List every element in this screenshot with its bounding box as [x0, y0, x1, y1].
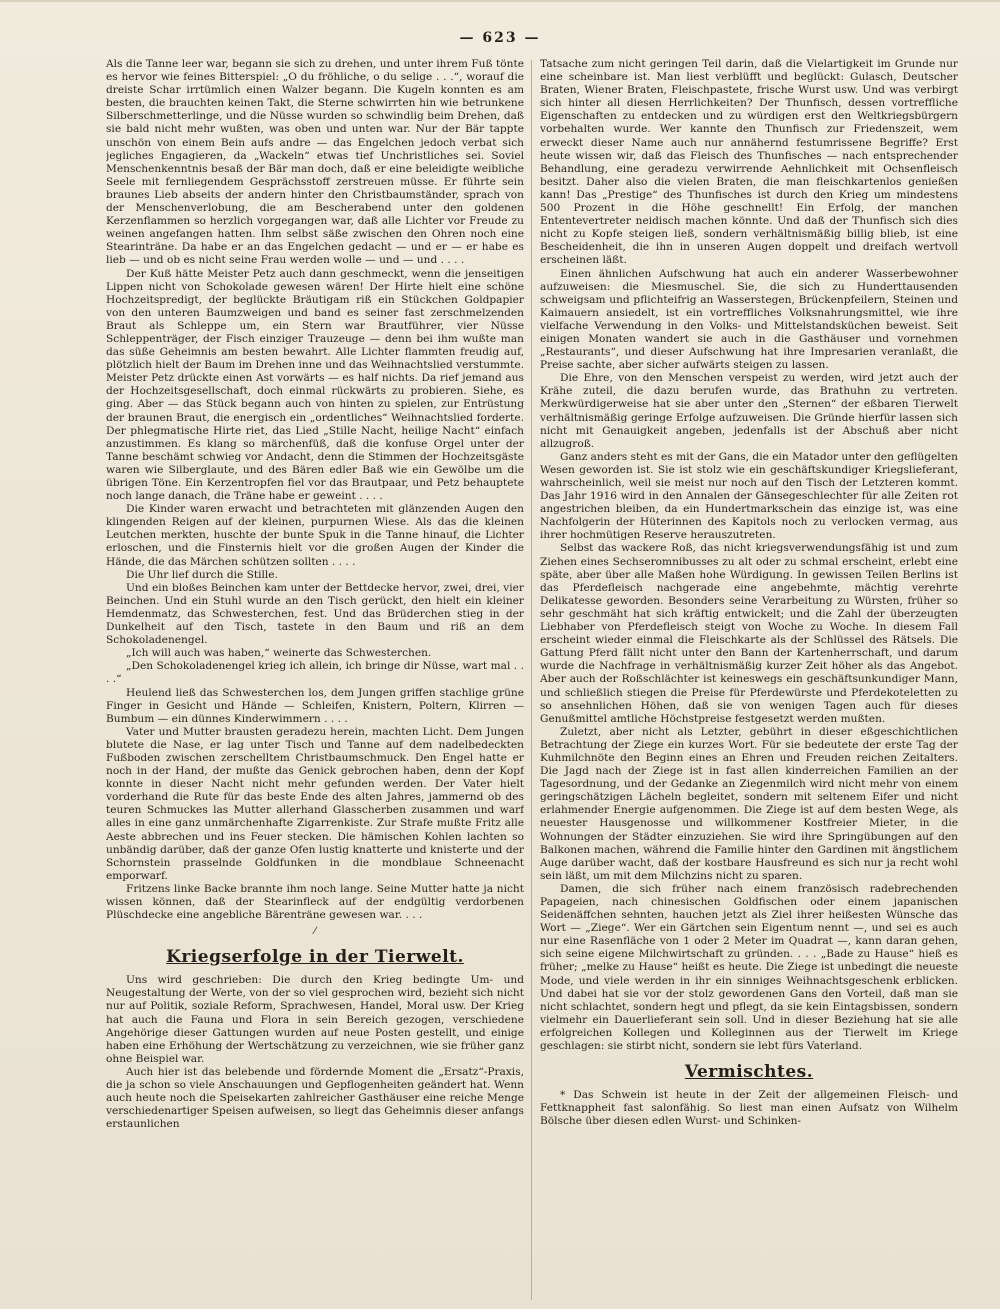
right-column — [540, 58, 958, 1302]
page-edge — [0, 0, 1000, 2]
story-paragraph: Und ein bloßes Beinchen kam unter der Bettdecke hervor, zwei, drei, vier Beinchen. Und ein Stuhl wurde an den Tisch gerückt, den hielt ein kleiner Hemdenmatz, das Schwesterchen, fest. Und das Brüderchen stieg in der Dunkelheit auf den Tisch, tastete in den Baum und riß an dem Schokoladenengel. — [106, 581, 524, 647]
article-paragraph: Ganz anders steht es mit der Gans, die ein Matador unter den geflügelten Wesen geworden ist. Sie ist stolz wie ein geschäftskundiger Kriegslieferant, wahrscheinlich, weil sie meist nur noch auf den Tisch der Letzteren kommt. Das Jahr 1916 wird in den Annalen der Gänsegeschlechter für alle Zeiten rot angestrichen bleiben, da ein Hundertmarkschein das einzige ist, was eine Nachfolgerin der Hüterinnen des Kapitols noch zu verlocken vermag, aus ihrer hochmütigen Reserve herauszutreten. — [540, 450, 958, 542]
story-paragraph: Die Kinder waren erwacht und betrachteten mit glänzenden Augen den klingenden Reigen auf der kleinen, purpurnen Wiese. Als das die kleinen Leutchen merkten, huschte der bunte Spuk in die Tanne hinauf, die Lichter erloschen, und die Finsternis hielt vor die großen Augen der Kinder die Hände, die das Märchen schützen sollten . . . . — [106, 503, 524, 568]
article-paragraph: Tatsache zum nicht geringen Teil darin, daß die Vielartigkeit im Grunde nur eine scheinbare ist. Man liest verblüfft und beglückt: Gulasch, Deutscher Braten, Wiener Braten, Fleischpastete, frische Wurst usw. Und was verbirgt sich hinter all diesen Herrlichkeiten? Der Thunfisch, dessen vortreffliche Eigenschaften zu entdecken und zu würdigen erst den Weltkriegsbürgern vorbehalten wurde. Wer kannte den Thunfisch zur Friedenszeit, wem erweckt dieser Name auch nur annähernd festumrissene Begriffe? Erst heute wissen wir, daß das Fleisch des Thunfisches — nach entsprechender Behandlung, eine geradezu verwirrende Aehnlichkeit mit Ochsenfleisch besitzt. Daher also die vielen Braten, die man fleischkartenlos genießen kann! Das „Prestige“ des Thunfisches ist durch den Krieg um mindestens 500 Prozent in die Höhe geschnellt! Ein Erfolg, der manchen Ententevertreter neidisch machen könnte. Und daß der Thunfisch sich dies nicht zu Kopfe steigen ließ, sondern verhältnismäßig billig blieb, ist eine Bescheidenheit, die ihn in unseren Augen doppelt und dreifach wertvoll erscheinen läßt. — [540, 58, 958, 267]
story-paragraph: Vater und Mutter brausten geradezu herein, machten Licht. Dem Jungen blutete die Nase, er lag unter Tisch und Tanne auf dem nadelbedeckten Fußboden zwischen zerschelltem Christbaumschmuck. Den Engel hatte er noch in der Hand, der mußte das Genick gebrochen haben, denn der Kopf konnte in dieser Nacht nicht mehr gefunden werden. Der Vater hielt vorderhand die Rute für das beste Ende des alten Jahres, jammernd ob des teuren Schmuckes las Mutter allerhand Glasscherben zusammen und warf alles in eine ganz unmärchenhafte Zigarrenkiste. Zur Strafe mußte Fritz alle Aeste abbrechen und ins Feuer stecken. Die hämischen Kohlen lachten so unbändig darüber, daß der ganze Ofen lustig knatterte und knisterte und der Schornstein prasselnde Goldfunken in die mondblaue Schneenacht emporwarf. — [106, 725, 524, 882]
story-paragraph: „Den Schokoladenengel krieg ich allein, ich bringe dir Nüsse, wart mal . . . .“ — [106, 660, 524, 686]
section-divider: ⁄ — [314, 926, 316, 938]
article-paragraph: Selbst das wackere Roß, das nicht kriegsverwendungsfähig ist und zum Ziehen eines Sechseromnibusses zu alt oder zu schmal erscheint, erlebt eine späte, aber über alle Maßen hohe Würdigung. In gewissen Teilen Berlins ist das Pferdefleisch nachgerade eine angebehmte, mächtig verehrte Delikatesse geworden. Besonders seine Verarbeitung zu Würsten, früher so sehr geschmäht hat sich kräftig entwickelt; und die Zahl der überzeugten Liebhaber von Pferdefleisch steigt von Woche zu Woche. In diesem Fall erscheint wieder einmal die Fleischkarte als der Schlüssel des Rätsels. Die Gattung Pferd fällt nicht unter den Bann der Kartenherrschaft, und darum wurde die Nachfrage in verhältnismäßig kurzer Zeit höher als das Angebot. Aber auch der Roßschlächter ist keineswegs ein geschäftsunkundiger Mann, und schließlich stiegen die Preise für Pferdewürste und Pferdekoteletten zu so ansehnlichen Höhen, daß sie von wenigen Tagen auch für dieses Genußmittel amtliche Höchstpreise festgesetzt werden mußten. — [540, 542, 958, 725]
misc-paragraph: * Das Schwein ist heute in der Zeit der allgemeinen Fleisch- und Fettknappheit fast salonfähig. So liest man einen Aufsatz von Wilhelm Bölsche über diesen edlen Wurst- und Schinken- — [540, 1089, 958, 1128]
story-paragraph: Als die Tanne leer war, begann sie sich zu drehen, und unter ihrem Fuß tönte es hervor wie feines Bitterspiel: „O du fröhliche, o du selige . . .“, worauf die dreiste Schar irrtümlich einen Walzer begann. Die Kugeln konnten es am besten, die brauchten keinen Takt, die Sterne schwirrten hin wie betrunkene Silberschmetterlinge, und die Nüsse wurden so schwindlig beim Drehen, daß sie bald nicht mehr wußten, was oben und unten war. Nur der Bär tappte unschön von einem Bein aufs andre — das Engelchen jedoch verbat sich jegliches Engagieren, da „Wackeln“ etwas tief Unchristliches sei. Soviel Menschenkenntnis besaß der Bär man doch, daß er eine beleidigte weibliche Seele mit fernliegendem Gesprächsstoff zerstreuen müsse. Er führte sein braunes Lieb abseits der andern hinter den Christbaumständer, sprach von der Menschenverlobung, die am Bescherabend unter den goldenen Kerzenflammen so herzlich vorgegangen war, daß alle Lichter vor Freude zu weinen angefangen hatten. Ihm selbst säße zwischen den Ohren noch eine Stearinträne. Da habe er an das Engelchen gedacht — und er — er habe es lieb — und ob es nicht seine Frau werden wolle — und — und . . . . — [106, 58, 524, 267]
article-heading: Kriegserfolge in der Tierwelt. — [166, 947, 464, 968]
story-paragraph: Fritzens linke Backe brannte ihm noch lange. Seine Mutter hatte ja nicht wissen können, daß der Stearinfleck auf der endgültig verdorbenen Plüschdecke eine angebliche Bärenträne gewesen war. . . . — [106, 882, 524, 922]
story-paragraph: Heulend ließ das Schwesterchen los, dem Jungen griffen stachlige grüne Finger in Gesicht und Hände — Schleifen, Knistern, Poltern, Klirren — Bumbum — ein dünnes Kinderwimmern . . . . — [106, 686, 524, 725]
article-paragraph: Zuletzt, aber nicht als Letzter, gebührt in dieser eßgeschichtlichen Betrachtung der Ziege ein kurzes Wort. Für sie bedeutete der erste Tag der Kuhmilchnöte den Beginn eines an Ehren und Freuden reichen Zeitalters. Die Jagd nach der Ziege ist in fast allen kinderreichen Familien an der Tagesordnung, und der Gedanke an Ziegenmilch wird nicht mehr von einem geringschätzigen Lächeln begleitet, sondern mit seltenem Eifer und nicht erlahmender Energie aufgenommen. Die Ziege ist auf dem besten Wege, als neuester Hausgenosse und willkommener Kostfreier Mieter, in die Wohnungen der Städter einzuziehen. Sie wird ihre Springübungen auf den Balkonen machen, während die Familie hinter den Gardinen mit ängstlichem Auge darüber wacht, daß der kostbare Hausfreund es sich nur ja recht wohl sein läßt, um mit dem Milchzins nicht zu sparen. — [540, 725, 958, 882]
section-heading: Vermischtes. — [684, 1062, 814, 1083]
article-paragraph: Uns wird geschrieben: Die durch den Krieg bedingte Um- und Neugestaltung der Werte, von der so viel gesprochen wird, bezieht sich nicht nur auf Politik, soziale Reform, Sprachwesen, Handel, Moral usw. Der Krieg hat auch die Fauna und Flora in sein Bereich gezogen, verschiedene Angehörige dieser Gattungen wurden auf neue Posten gestellt, und einige haben eine Erhöhung der Wertschätzung zu verzeichnen, wie sie früher ganz ohne Beispiel war. — [106, 974, 524, 1065]
column-rule — [531, 60, 532, 1300]
story-paragraph: „Ich will auch was haben,“ weinerte das Schwesterchen. — [126, 647, 432, 660]
left-column — [106, 58, 524, 1302]
article-paragraph: Damen, die sich früher nach einem französisch radebrechenden Papageien, nach chinesischen Goldfischen oder einem japanischen Seidenäffchen sehnten, hauchen jetzt als Ziel ihrer heißesten Wünsche das Wort — „Ziege“. Wer ein Gärtchen sein Eigentum nennt —, und sei es auch nur eine Rasenfläche von 1 oder 2 Meter im Quadrat —, kann daran gehen, sich seine eigene Milchwirtschaft zu gründen. . . . „Bade zu Hause“ hieß es früher; „melke zu Hause“ heißt es heute. Die Ziege ist unbedingt die neueste Mode, und viele werden in ihr ein sinniges Weihnachtsgeschenk erblicken. Und dabei hat sie vor der stolz gewordenen Gans den Vorteil, daß man sie nicht schlachtet, sondern hegt und pflegt, da sie kein Eintagsbissen, sondern vielmehr ein Dauerlieferant sein soll. Und in dieser Beziehung hat sie alle erfolgreichen Kollegen und Kolleginnen aus der Tierwelt im Kriege geschlagen: sie stirbt nicht, sondern sie lebt fürs Vaterland. — [540, 882, 958, 1053]
article-paragraph: Auch hier ist das belebende und fördernde Moment die „Ersatz“-Praxis, die ja schon so viele Anschauungen und Gepflogenheiten geändert hat. Wenn auch heute noch die Speisekarten zahlreicher Gasthäuser eine reiche Menge verschiedenartiger Speisen aufweisen, so liegt das Geheimnis dieser anfangs erstaunlichen — [106, 1065, 524, 1131]
story-paragraph: Die Uhr lief durch die Stille. — [126, 568, 278, 581]
page-number: — 623 — — [459, 30, 541, 46]
article-paragraph: Die Ehre, von den Menschen verspeist zu werden, wird jetzt auch der Krähe zuteil, die dazu berufen wurde, das Brathuhn zu vertreten. Merkwürdigerweise hat sie aber unter den „Sternen“ der eßbaren Tierwelt verhältnismäßig geringe Erfolge aufzuweisen. Die Gründe hierfür lassen sich nicht mit Genauigkeit angeben, jedenfalls ist der Abschuß aber nicht allzugroß. — [540, 372, 958, 450]
article-paragraph: Einen ähnlichen Aufschwung hat auch ein anderer Wasserbewohner aufzuweisen: die Miesmuschel. Sie, die sich zu Hunderttausenden schweigsam und pflichteifrig an Wasserstegen, Brückenpfeilern, Steinen und Kaimauern ansiedelt, ist ein vortreffliches Volksnahrungsmittel, wie ihre vielfache Verwendung in den Volks- und Mittelstandsküchen beweist. Seit einigen Monaten wandert sie auch in die Gasthäuser und vornehmen „Restaurants“, und dieser Aufschwung hat ihre Impresarien veranlaßt, die Preise sachte, aber sicher aufwärts steigen zu lassen. — [540, 267, 958, 372]
story-paragraph: Der Kuß hätte Meister Petz auch dann geschmeckt, wenn die jenseitigen Lippen nicht von Schokolade gewesen wären! Der Hirte hielt eine schöne Hochzeitspredigt, der beglückte Bräutigam riß ein Stückchen Goldpapier von den unteren Baumzweigen und band es seiner fast zerschmelzenden Braut als Schleppe um, ein Stern war Brautführer, vier Nüsse Schleppenträger, der Fisch einziger Trauzeuge — denn bei ihm wußte man das süße Geheimnis am besten bewahrt. Alle Lichter flammten freudig auf, plötzlich hielt der Baum im Drehen inne und das Weihnachtslied verstummte. Meister Petz drückte einen Ast vorwärts — es half nichts. Da rief jemand aus der Hochzeitsgesellschaft, doch einmal rückwärts zu probieren. Siehe, es ging. Aber — das Stück begann auch von hinten zu spielen, zur Entrüstung der braunen Braut, die energisch ein „ordentliches“ Weihnachtslied forderte. Der phlegmatische Hirte riet, das Lied „Stille Nacht, heilige Nacht“ einfach anzustimmen. Es klang so märchenfüß, daß die konfuse Orgel unter der Tanne beschämt schwieg vor Andacht, denn die Stimmen der Hochzeitsgäste waren wie Silberglaute, und des Bären edler Baß wie ein Gewölbe um die übrigen Töne. Ein Kerzentropfen fiel vor das Brautpaar, und Petz behauptete noch lange danach, die Träne habe er geweint . . . . — [106, 267, 524, 503]
